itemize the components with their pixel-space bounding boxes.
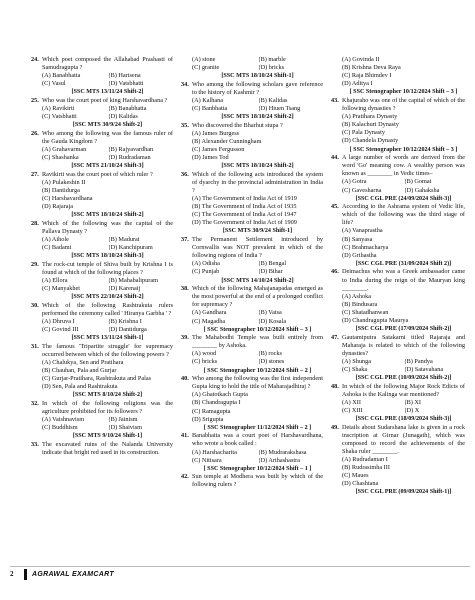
answer-option: (C) Shaka (342, 366, 368, 374)
question-number: 32. (31, 399, 39, 407)
answer-options (181, 97, 323, 113)
answer-options (181, 195, 323, 227)
answer-options (331, 293, 465, 325)
question-item (181, 171, 323, 236)
question-text: Which of the following acts introduced the system of dyarchy in the provincial administration in India ? (192, 170, 323, 194)
answer-option: (D) James Tod (192, 154, 229, 162)
page-number: 2 (10, 570, 14, 578)
question-item (181, 375, 323, 432)
answer-option: (C) Buddhism (42, 424, 78, 432)
question-text: Deimachus who was a Greek ambassador came to India during the reign of the Mauryan king ________. (342, 268, 465, 292)
answer-option: (C) James Fergusson (192, 146, 245, 154)
question-number: 33. (31, 440, 39, 448)
question-text: Who discovered the Bharhut stupa ? (192, 121, 283, 129)
question-number: 34. (181, 80, 189, 88)
answer-option: (A) The Government of India Act of 1919 (192, 195, 297, 203)
exam-source-tag: [SSC CGL PRE (17/09/2024 Shift-2)] (355, 326, 452, 333)
answer-option: (C) Nitisara (192, 456, 222, 464)
question-item (331, 154, 465, 203)
question-item (31, 130, 173, 170)
question-item (331, 424, 465, 497)
question-number: 38. (181, 285, 189, 293)
question-item (31, 220, 173, 260)
answer-option: (A) Vaishnavism (42, 416, 85, 424)
answer-option: (D) Gahaksha (404, 186, 440, 194)
answer-option: (B) Kalidas (258, 96, 288, 104)
question-number: 46. (331, 268, 339, 276)
question-item (181, 473, 323, 489)
answer-option: (D) Kanchipuram (108, 244, 153, 252)
answer-option: (D) X (404, 407, 420, 415)
question-item (331, 334, 465, 383)
answer-options (31, 105, 173, 121)
question-text: Ravikirti was the court poet of which ruler ? (42, 170, 153, 178)
answer-option: (D) bricks (258, 64, 285, 72)
answer-option: (D) Aditya I (342, 80, 373, 88)
question-item (331, 56, 465, 96)
question-number: 26. (31, 129, 39, 137)
answer-options (331, 399, 465, 415)
question-header (331, 154, 465, 178)
answer-option: (B) Krishna Deva Raya (342, 64, 401, 72)
answer-option: (C) Punjab (192, 268, 220, 276)
question-header (31, 302, 173, 318)
question-header (31, 220, 173, 236)
answer-option: (A) Dhruva I (42, 318, 75, 325)
publisher-brand: AGRAWAL EXAMCART (32, 570, 114, 578)
exam-source-tag: [SSC CGL PRE (31/09/2024 Shift 2)] (355, 260, 452, 267)
answer-option: (D) Dantidurga (108, 326, 147, 334)
answer-option: (B) Harisena (108, 72, 141, 80)
exam-source-tag: [SSC CGL PRE (09/09/2024 Shift-1)] (355, 489, 452, 496)
answer-option: (A) Vanaprastha (342, 227, 383, 235)
answer-options (331, 178, 465, 194)
answer-option: (A) Chalukya, Sen and Pratihara (42, 358, 124, 366)
answer-option: (C) Govind III (42, 326, 79, 334)
answer-option: (B) Jainism (108, 416, 138, 424)
answer-option: (D) Chandragupta Maurya (342, 317, 409, 324)
answer-option: (B) XI (404, 398, 421, 406)
question-item (31, 261, 173, 301)
answer-option: (D) The Government of India Act of 1909 (192, 219, 297, 227)
exam-source-tag: [SSC MTS 8/10/24 Shift-2] (72, 392, 143, 399)
answer-options (331, 56, 465, 88)
answer-option: (C) XIII (342, 407, 363, 415)
answer-option: (D) Srigupta (192, 415, 224, 423)
exam-source-tag: [ SSC Stenographer 10/12/2024 Shift – 2 ] (203, 367, 312, 374)
answer-option: (C) Ramagupta (192, 407, 231, 415)
question-header (31, 400, 173, 416)
question-item (181, 285, 323, 334)
answer-option: (D) Rudradaman (108, 154, 151, 162)
question-header (181, 81, 323, 97)
answer-option: (B) Rajyavardhan (108, 146, 154, 154)
answer-options (181, 391, 323, 423)
page-footer (10, 566, 470, 581)
question-header (31, 56, 173, 72)
question-text: Banabhatta was a court poet of Harshavardhana, who wrote a book called : (192, 432, 323, 448)
exam-source-tag: [SSC MTS 13/11/24 Shift-1] (71, 335, 144, 342)
question-header (181, 122, 323, 130)
answer-option: (A) stone (192, 56, 216, 63)
question-number: 41. (181, 432, 189, 440)
question-text: Which of the following was the capital of the Pallava Dynasty ? (42, 219, 173, 235)
question-header (31, 97, 173, 105)
question-item (181, 122, 323, 171)
answer-option: (B) Pandya (404, 357, 433, 365)
answer-option: (B) Dantidurga (42, 187, 80, 194)
question-item (31, 97, 173, 129)
question-header (181, 171, 323, 195)
question-text: Details about Sudarshana lake is given in a rock inscription at Girnar (Junagath), which was composed to record the achievements of the Shaka ruler ________. (342, 423, 465, 455)
question-item (181, 334, 323, 374)
answer-option: (A) Banabhatta (42, 72, 81, 80)
answer-option: (D) stones (258, 358, 285, 366)
question-number: 36. (181, 170, 189, 178)
question-header (181, 285, 323, 309)
answer-option: (D) Hiuen Tsang (258, 105, 301, 113)
question-number: 43. (331, 96, 339, 104)
question-text: The Permanent Settlement introduced by Cornwallis was NOT prevalent in which of the following regions of India ? (192, 236, 323, 260)
answer-option: (C) Gavesharna (342, 186, 382, 194)
question-text: A large number of words are derived from the word 'Go' meaning cow. A wealthy person was known as ________ in Vedic times– (342, 154, 465, 178)
answer-options (181, 350, 323, 366)
answer-option: (B) Bengal (258, 260, 287, 268)
answer-option: (A) Pulakeshin II (42, 178, 86, 186)
answer-option: (A) Aihole (42, 236, 69, 244)
question-item (331, 268, 465, 333)
question-header (331, 424, 465, 456)
answer-option: (D) Bihar (258, 268, 283, 276)
question-header (331, 334, 465, 358)
question-header (181, 236, 323, 260)
answer-options (31, 236, 173, 252)
answer-option: (D) Kalidas (108, 113, 138, 121)
answer-options (181, 309, 323, 325)
question-text: The rock-cut temple of Shiva built by Krishna I is found at which of the following places ? (42, 260, 173, 276)
answer-option: (C) Manyakhet (42, 285, 81, 293)
question-header (31, 441, 173, 457)
question-number: 49. (331, 423, 339, 431)
answer-option: (D) Chashtana (342, 480, 379, 488)
exam-source-tag: [SSC CGL PRE (10/09/2024 Shift-2)] (355, 375, 452, 382)
question-text: The famous 'Tripartite struggle' for supremacy occurred between which of the following powers ? (42, 342, 173, 358)
answer-option: (B) Gomat (404, 178, 432, 186)
question-number: 25. (31, 96, 39, 104)
answer-option: (A) Ghatotkach Gupta (192, 391, 248, 399)
answer-option: (D) Rajaraja (42, 203, 74, 211)
question-number: 42. (181, 473, 189, 481)
answer-options (31, 416, 173, 432)
answer-options (181, 130, 323, 162)
answer-option: (A) XII (342, 398, 361, 406)
answer-option: (C) Shashanka (42, 154, 79, 162)
question-header (181, 473, 323, 489)
exam-source-tag: [SSC MTS 18/10/24 Shift-2] (221, 114, 294, 121)
question-text: Gautamiputra Satakarni titled Rajaraja and Maharaja is related to which of the following dynasties? (342, 333, 465, 357)
answer-option: (D) Arthashastra (258, 456, 300, 464)
exam-source-tag: [SSC MTS 30/9/24 Shift-1] (222, 228, 293, 235)
answer-option: (B) Vatsa (258, 309, 282, 317)
answer-option: (C) Pala Dynasty (342, 129, 386, 137)
question-item (331, 383, 465, 423)
answer-option: (B) The Government of India Act of 1935 (192, 203, 297, 211)
answer-option: (B) Madurai (108, 236, 140, 244)
answer-option: (D) Sen, Pala and Rashtrakuta (42, 383, 118, 391)
question-text: Who among the following scholars gave reference to the history of Kashmir ? (192, 80, 323, 96)
question-number: 37. (181, 236, 189, 244)
question-item (31, 171, 173, 220)
answer-option: (A) James Burgess (192, 129, 240, 137)
answer-option: (C) Brahmacharya (342, 243, 389, 251)
question-number: 28. (31, 219, 39, 227)
answer-option: (A) Odisha (192, 260, 220, 268)
exam-source-tag: [SSC MTS 18/10/24 Shift-2] (221, 163, 294, 170)
question-item (181, 236, 323, 285)
answer-option: (C) Shatadhanwan (342, 308, 389, 316)
answer-option: (B) Chauhan, Pala and Gurjar (42, 367, 117, 375)
question-header (331, 97, 465, 113)
question-number: 48. (331, 382, 339, 390)
answer-option: (A) Ashoka (342, 292, 371, 300)
question-item (181, 56, 323, 80)
exam-source-tag: [ SSC Stenographer 10/12/2024 Shift – 3 ] (203, 326, 312, 333)
exam-source-tag: [SSC MTS 18/10/24 Shift-3] (71, 253, 144, 260)
exam-source-tag: [SSC CGL PRE (18/09/2024 Shift-3)] (355, 416, 452, 423)
question-number: 27. (31, 170, 39, 178)
answer-option: (C) Maues (342, 472, 369, 480)
answer-options (331, 358, 465, 374)
question-text: The Mahabodhi Temple was built entirely from ________ by Ashoka. (192, 334, 323, 350)
answer-option: (B) Mudrarakshasa (258, 448, 307, 456)
question-header (331, 268, 465, 292)
exam-source-tag: [ SSC Stenographer 10/12/2024 Shift – 3 ] (349, 89, 458, 96)
answer-option: (C) Harshavardhana (42, 195, 93, 203)
answer-option: (A) Gandhara (192, 309, 227, 317)
answer-option: (C) The Government of India Act of 1947 (192, 211, 297, 219)
answer-option: (A) Shunga (342, 357, 371, 365)
question-text: Khajuraho was one of the capital of which of the following dynasties ? (342, 96, 465, 113)
question-item (31, 400, 173, 440)
question-item (31, 302, 173, 342)
answer-option: (D) Karenaij (108, 285, 141, 293)
question-number: 47. (331, 333, 339, 341)
question-header (31, 343, 173, 359)
answer-option: (D) Chandela Dynasty (342, 137, 399, 145)
answer-options (31, 318, 173, 334)
answer-option: (D) Satavahana (404, 366, 444, 374)
answer-option: (A) Ellora (42, 277, 68, 285)
answer-option: (C) Badami (42, 244, 72, 252)
question-item (31, 441, 173, 457)
exam-source-tag: [SSC MTS 30/9/24 Shift-2] (72, 122, 143, 129)
question-header (31, 261, 173, 277)
answer-option: (C) granite (192, 64, 220, 72)
exam-source-tag: [SSC MTS 14/10/24 Shift-2] (221, 277, 294, 284)
answer-options (31, 277, 173, 293)
question-item (331, 97, 465, 154)
question-number: 24. (31, 56, 39, 63)
answer-options (31, 146, 173, 162)
answer-option: (A) Pratihara Dynasty (342, 113, 398, 121)
answer-option: (A) Ravikirti (42, 105, 75, 113)
answer-option: (A) Gotra (342, 178, 367, 186)
question-number: 39. (181, 334, 189, 342)
answer-option: (B) Chandragupta I (192, 399, 241, 407)
answer-option: (D) Grihastha (342, 251, 377, 259)
question-number: 40. (181, 375, 189, 383)
question-header (331, 203, 465, 227)
exam-source-tag: [SSC MTS 18/10/24 Shift-1] (221, 73, 294, 80)
question-header (31, 171, 173, 179)
answer-option: (B) marble (258, 56, 286, 63)
question-item (181, 432, 323, 472)
question-header (181, 375, 323, 391)
answer-options (31, 359, 173, 391)
question-text: The excavated ruins of the Nalanda University indicate that bright red used in its construction. (42, 440, 173, 456)
answer-option: (C) Raja Bhimdev I (342, 72, 392, 80)
answer-option: (C) Magadha (192, 317, 226, 325)
question-item (31, 343, 173, 400)
question-number: 29. (31, 260, 39, 268)
question-text: Which of the following Rashtrakuta rulers performed the ceremony called ' Hiranya Garbha ' ? (42, 301, 173, 317)
answer-option: (A) Grahavarman (42, 146, 87, 154)
answer-option: (C) Banbhatta (192, 105, 228, 113)
question-text: Sun temple at Modhera was built by which of the following rulers ? (192, 473, 323, 489)
exam-source-tag: [SSC MTS 13/11/24 Shift-2] (71, 89, 144, 96)
answer-option: (B) Bindusara (342, 300, 378, 308)
exam-source-tag: [SSC MTS 18/10/24 Shift-2] (71, 212, 144, 219)
exam-source-tag: [ SSC Stenographer 10/12/2024 Shift – 3 ] (349, 146, 458, 153)
question-text: Who was the court poet of king Harshavardhana ? (42, 96, 168, 104)
question-header (31, 130, 173, 146)
answer-option: (B) Krishna I (108, 318, 142, 325)
answer-option: (C) bricks (192, 358, 218, 366)
answer-option: (D) Kosala (258, 317, 287, 325)
answer-option: (B) Mahabalipuram (108, 277, 158, 285)
footer-divider (24, 569, 27, 580)
answer-option: (A) Kalhana (192, 96, 224, 104)
answer-options (331, 227, 465, 259)
answer-option: (D) Vatsbhatti (108, 80, 144, 88)
answer-options (31, 72, 173, 88)
answer-options (181, 56, 323, 72)
exam-source-tag: [SSC MTS 22/10/24 Shift-2] (71, 294, 144, 301)
answer-options (181, 449, 323, 465)
question-text: Who among the following was the first independent Gupta king to hold the title of Maharajadhiraj ? (192, 375, 323, 391)
answer-option: (A) Govinda II (342, 56, 380, 63)
answer-option: (B) Banabhatta (108, 105, 147, 113)
question-header (181, 334, 323, 350)
question-header (331, 383, 465, 399)
question-header (181, 432, 323, 448)
answer-option: (C) Vasul (42, 80, 66, 88)
exam-source-tag: [SSC MTS 9/10/24 Shift-1] (72, 433, 143, 440)
answer-options (181, 260, 323, 276)
column-1 (31, 56, 173, 458)
answer-option: (A) Harshacharita (192, 448, 237, 456)
question-number: 45. (331, 203, 339, 211)
question-text: Which of the following Mahajanapadas emerged as the most powerful at the end of a prolonged conflict for supremacy ? (192, 285, 323, 309)
question-text: Who among the following was the famous ruler of the Gauda Kingdom ? (42, 129, 173, 145)
column-3 (331, 56, 465, 497)
answer-option: (B) Alexander Cunningham (192, 137, 262, 145)
answer-option: (A) wood (192, 350, 217, 358)
question-number: 44. (331, 154, 339, 162)
answer-option: (C) Gurjar-Pratihara, Rashtrakuta and Palas (42, 375, 152, 383)
question-number: 30. (31, 301, 39, 309)
column-2 (181, 56, 323, 490)
exam-source-tag: [SSC MTS 21/10/24 Shift-3] (71, 163, 144, 170)
answer-option: (B) Sanyasa (342, 235, 373, 243)
question-text: In which of the following religions was the agriculture prohibited for its followers ? (42, 399, 173, 416)
answer-options (331, 456, 465, 488)
question-text: According to the Ashrama system of Vedic life, which of the following was the third stage of life? (342, 203, 465, 227)
answer-option: (C) Vatsbhatti (42, 113, 77, 121)
exam-source-tag: [ SSC Stenographer 10/12/2024 Shift – 1 ] (203, 465, 312, 472)
answer-option: (D) Shaivism (108, 424, 143, 432)
answer-option: (B) rocks (258, 350, 282, 358)
question-number: 31. (31, 342, 39, 350)
answer-options (31, 179, 173, 211)
answer-option: (B) Kalachuri Dynasty (342, 121, 399, 129)
question-item (181, 81, 323, 121)
question-item (331, 203, 465, 268)
answer-options (331, 113, 465, 145)
question-text: In which of the following Major Rock Edicts of Ashoka is the Kalinga war mentioned? (342, 382, 465, 398)
answer-option: (B) Rudrasimha III (342, 464, 390, 472)
question-item (31, 56, 173, 96)
exam-source-tag: [ SSC Stenographer 11/12/2024 Shift – 2 ] (203, 424, 312, 431)
answer-option: (A) Rudradaman I (342, 456, 388, 464)
exam-source-tag: [SSC CGL PRE (24/09/2024 Shift-3)] (355, 195, 452, 202)
question-number: 35. (181, 121, 189, 129)
question-text: Which poet composed the Allahabad Prashasti of Samudragupta ? (42, 56, 173, 72)
